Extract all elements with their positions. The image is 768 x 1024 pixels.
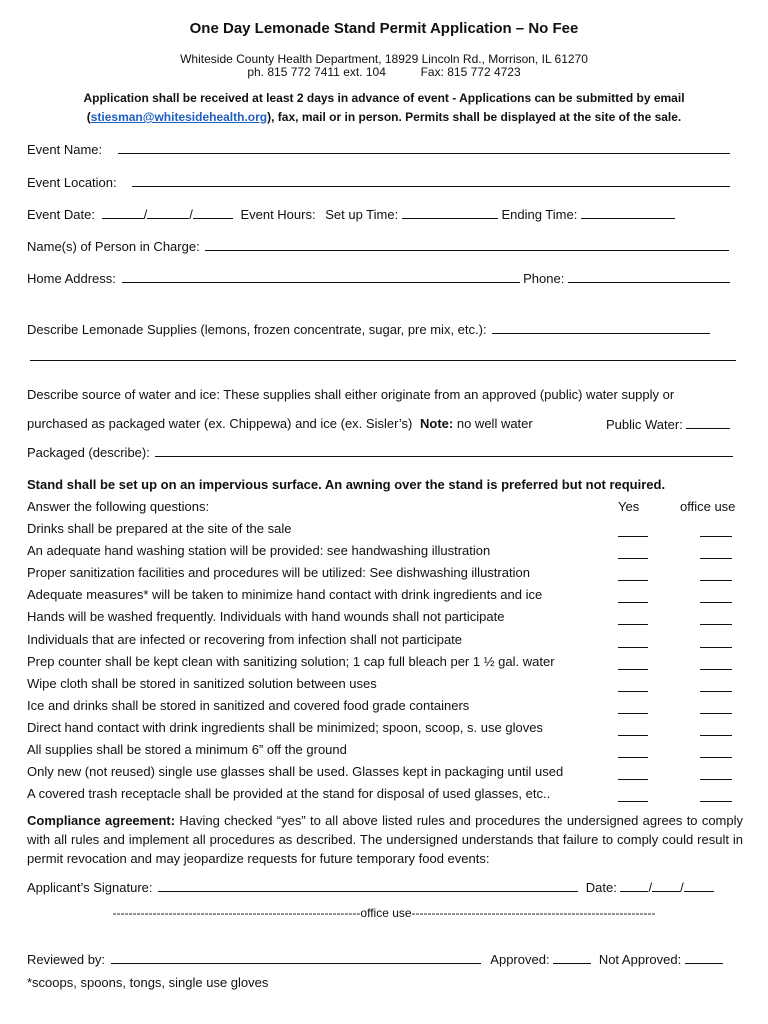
supplies-field[interactable] [492, 321, 710, 334]
packaged-label: Packaged (describe): [27, 445, 150, 460]
water-description-line-1: Describe source of water and ice: These supplies shall either originate from an approved (public) water supply or [27, 387, 675, 402]
checklist-item: An adequate hand washing station will be provided: see handwashing illustration [27, 543, 491, 559]
yes-answer-field[interactable] [618, 668, 648, 670]
checklist-item: Drinks shall be prepared at the site of the sale [27, 521, 292, 536]
public-water-field[interactable] [686, 416, 730, 429]
event-date-day-field[interactable] [147, 206, 189, 219]
signature-date-year-field[interactable] [684, 879, 714, 892]
checklist-item: Prep counter shall be kept clean with sanitizing solution; 1 cap full bleach per 1 ½ gal. water [27, 653, 555, 669]
phone-field[interactable] [568, 270, 730, 283]
office-use-field[interactable] [700, 535, 732, 537]
yes-answer-field[interactable] [618, 778, 648, 780]
compliance-agreement [27, 811, 743, 868]
contact-line [0, 65, 768, 79]
compliance-text: Having checked “yes” to all above listed rules and procedures the undersigned agrees to comply with all rules and implement all procedures as described. The undersigned understands that failure to comply could result in permit revocation and may jeopardize requests for future temporary food events: [27, 813, 743, 866]
office-use-field[interactable] [700, 623, 732, 625]
checklist-item: Wipe cloth shall be stored in sanitized solution between uses [27, 675, 377, 691]
office-use-field[interactable] [700, 734, 732, 736]
signature-date-month-field[interactable] [620, 879, 648, 892]
office-use-field[interactable] [700, 579, 732, 581]
event-date-row: Event Date: / / Event Hours: Set up Time: Ending Time: [27, 206, 675, 222]
home-address-field[interactable] [122, 270, 520, 283]
ending-time-label: Ending Time: [501, 207, 578, 222]
office-use-field[interactable] [700, 690, 732, 692]
email-link[interactable]: stiesman@whitesidehealth.org [90, 110, 268, 124]
event-location-row [27, 174, 730, 190]
yes-answer-field[interactable] [618, 646, 648, 648]
office-use-field[interactable] [700, 668, 732, 670]
yes-answer-field[interactable] [618, 800, 648, 802]
public-water-row [606, 416, 730, 432]
signature-row: Applicant’s Signature: Date: / / [27, 879, 714, 895]
checklist-item: Individuals that are infected or recovering from infection shall not participate [27, 631, 463, 647]
office-use-field[interactable] [700, 601, 732, 603]
signature-date-day-field[interactable] [652, 879, 680, 892]
note-text: no well water [456, 416, 533, 431]
event-location-field[interactable] [132, 174, 730, 187]
yes-answer-field[interactable] [618, 734, 648, 736]
not-approved-label: Not Approved: [598, 952, 682, 967]
packaged-field[interactable] [155, 444, 733, 457]
office-use-field[interactable] [700, 778, 732, 780]
event-location-label: Event Location: [27, 175, 117, 190]
office-use-field[interactable] [700, 646, 732, 648]
ending-time-field[interactable] [581, 206, 675, 219]
event-name-row [27, 141, 730, 157]
checklist-item: Ice and drinks shall be stored in sanitized and covered food grade containers [27, 697, 470, 713]
not-approved-field[interactable] [685, 951, 723, 964]
department-address: Whiteside County Health Department, 18929 Lincoln Rd., Morrison, IL 61270 [180, 52, 588, 66]
phone-label: Phone: [523, 271, 565, 286]
office-use-field[interactable] [700, 756, 732, 758]
compliance-label: Compliance agreement: [27, 813, 176, 828]
submission-notice-2: (stiesman@whitesidehealth.org), fax, mail or in person. Permits shall be displayed at the site of the sale. [86, 110, 682, 124]
checklist-item: Hands will be washed frequently. Individuals with hand wounds shall not participate [27, 609, 505, 625]
signature-date-label: Date: [585, 880, 617, 895]
yes-answer-field[interactable] [618, 535, 648, 537]
yes-answer-field[interactable] [618, 712, 648, 714]
approved-field[interactable] [553, 951, 591, 964]
office-use-divider: --------------------------------------------------------------office use------------------------------------------------------------- [112, 906, 656, 920]
setup-time-field[interactable] [402, 206, 498, 219]
checklist-item: A covered trash receptacle shall be provided at the stand for disposal of used glasses, etc.. [27, 786, 551, 802]
event-date-month-field[interactable] [102, 206, 144, 219]
public-water-label: Public Water: [606, 417, 683, 432]
person-in-charge-field[interactable] [205, 238, 729, 251]
supplies-row [27, 321, 710, 337]
home-address-label: Home Address: [27, 271, 116, 286]
event-date-label: Event Date: [27, 207, 95, 222]
person-in-charge-label: Name(s) of Person in Charge: [27, 239, 200, 254]
review-row [27, 951, 723, 967]
phone-number: ph. 815 772 7411 ext. 104 [247, 65, 386, 79]
signature-label: Applicant’s Signature: [27, 880, 153, 895]
checklist-item: Adequate measures* will be taken to minimize hand contact with drink ingredients and ice [27, 587, 543, 603]
yes-answer-field[interactable] [618, 601, 648, 603]
yes-answer-field[interactable] [618, 579, 648, 581]
event-date-year-field[interactable] [193, 206, 233, 219]
checklist-item: Proper sanitization facilities and procedures will be utilized: See dishwashing illustration [27, 565, 530, 581]
fax-number: Fax: 815 772 4723 [420, 65, 521, 79]
yes-answer-field[interactable] [618, 756, 648, 758]
answer-questions-label: Answer the following questions: [27, 499, 210, 514]
office-use-field[interactable] [700, 800, 732, 802]
yes-answer-field[interactable] [618, 690, 648, 692]
note-label: Note: [420, 416, 454, 431]
gloves-footnote: *scoops, spoons, tongs, single use gloves [27, 975, 269, 990]
supplies-label: Describe Lemonade Supplies (lemons, frozen concentrate, sugar, pre mix, etc.): [27, 322, 487, 337]
person-in-charge-row [27, 238, 729, 254]
setup-time-label: Set up Time: [325, 207, 399, 222]
impervious-surface-notice: Stand shall be set up on an impervious surface. An awning over the stand is preferred but not required. [27, 477, 666, 492]
event-hours-label: Event Hours: [240, 207, 316, 222]
yes-answer-field[interactable] [618, 623, 648, 625]
approved-label: Approved: [490, 952, 550, 967]
water-description-line-2: purchased as packaged water (ex. Chippewa) and ice (ex. Sisler’s) Note: no well water [27, 416, 533, 431]
home-address-row [27, 270, 730, 286]
checklist-item: All supplies shall be stored a minimum 6” off the ground [27, 742, 347, 757]
signature-field[interactable] [158, 879, 578, 892]
yes-column-header: Yes [618, 499, 640, 514]
office-use-field[interactable] [700, 712, 732, 714]
event-name-field[interactable] [118, 141, 730, 154]
packaged-row [27, 444, 733, 460]
checklist-item: Only new (not reused) single use glasses shall be used. Glasses kept in packaging until used [27, 764, 564, 780]
checklist-item: Direct hand contact with drink ingredients shall be minimized; spoon, scoop, s. use gloves [27, 719, 543, 735]
yes-answer-field[interactable] [618, 557, 648, 559]
office-use-field[interactable] [700, 557, 732, 559]
office-use-column-header: office use [680, 499, 736, 514]
reviewed-by-field[interactable] [111, 951, 481, 964]
submission-notice: Application shall be received at least 2 days in advance of event - Applications can be submitted by email [83, 91, 685, 105]
form-title: One Day Lemonade Stand Permit Application – No Fee [189, 20, 579, 37]
reviewed-by-label: Reviewed by: [27, 952, 106, 967]
event-name-label: Event Name: [27, 142, 103, 157]
supplies-field-line-2[interactable] [30, 360, 736, 361]
